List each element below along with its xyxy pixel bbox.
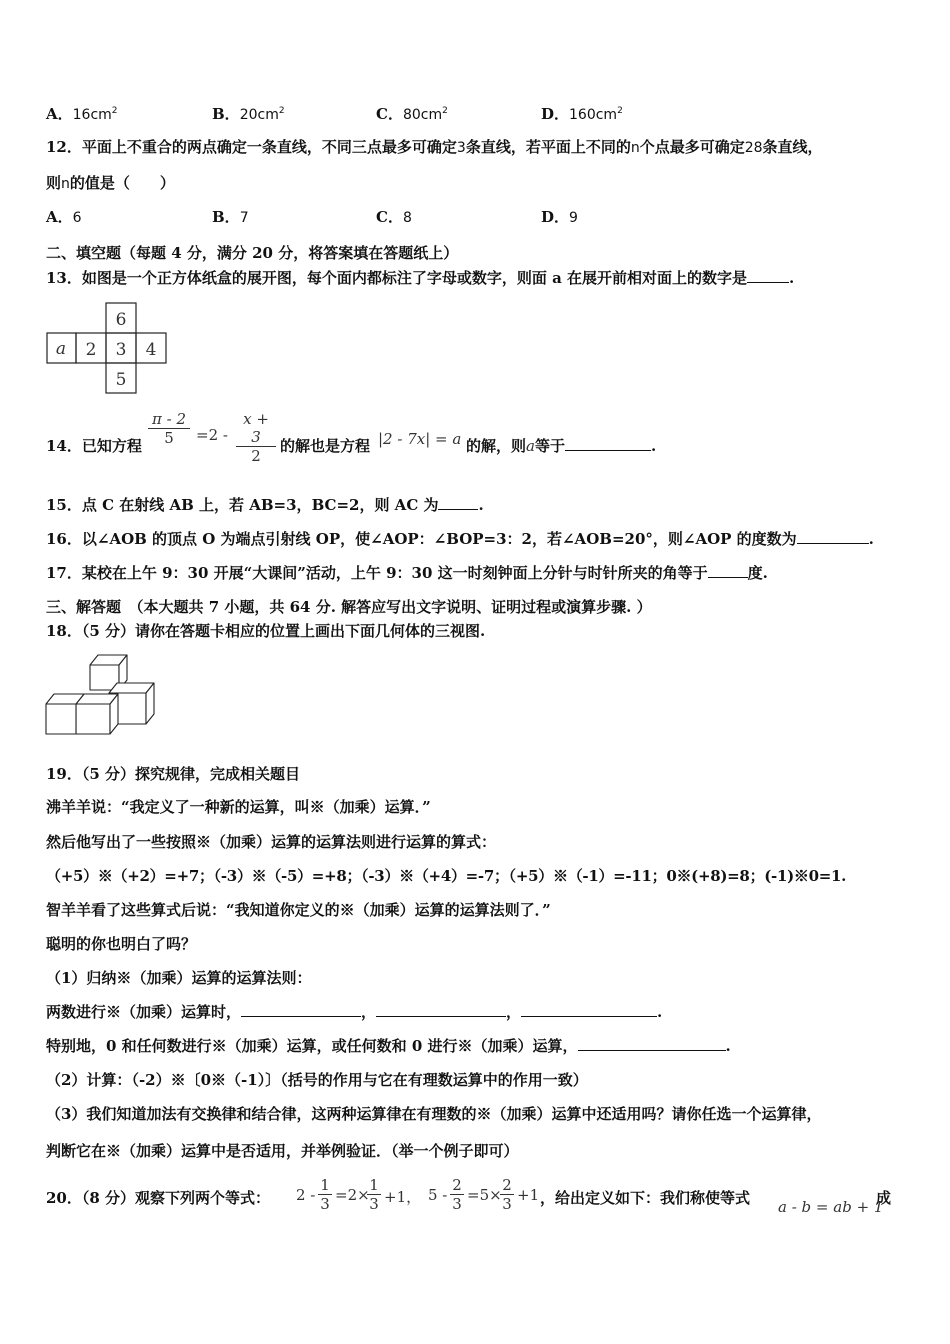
section-2-heading: 二、填空题（每题 4 分，满分 20 分，将答案填在答题纸上） [46, 244, 459, 262]
front-middle-cube [76, 694, 118, 734]
answer-blank-3 [521, 1002, 657, 1017]
option-letter: A． [46, 105, 73, 123]
text: 则 [46, 174, 62, 192]
q20-frac-2 [367, 1176, 381, 1213]
denominator: 3 [369, 1195, 379, 1213]
q14-abs-equation: |2 - 7x| = a [378, 430, 462, 448]
option-letter: B． [212, 105, 240, 123]
numerator: 2 [450, 1176, 464, 1195]
q20-definition-equation: a - b = ab + 1 [778, 1198, 884, 1216]
q20-prefix: 20．（8 分）观察下列两个等式： [46, 1189, 271, 1207]
q20-eq2-part-b: =5× [467, 1186, 502, 1204]
text: 13．如图是一个正方体纸盒的展开图，每个面内都标注了字母或数字，则面 a 在展开前相对面上的数字是 [46, 269, 748, 287]
q20-frac-3 [450, 1176, 464, 1213]
option-letter: B． [212, 208, 240, 226]
q12-line-2 [46, 173, 175, 194]
net-label-5: 5 [115, 370, 127, 390]
option-value: 20cm [239, 107, 279, 123]
net-label-3: 3 [115, 340, 127, 360]
text: ， [361, 1003, 377, 1021]
text: . [789, 269, 795, 287]
answer-blank [565, 436, 651, 451]
q14-equals: =2 - [196, 426, 228, 444]
text: 条直线， [762, 138, 823, 156]
q14-prefix: 14．已知方程 [46, 437, 142, 455]
denominator: 3 [502, 1195, 512, 1213]
q18-text: 18．（5 分）请你在答题卡相应的位置上画出下面几何体的三视图. [46, 622, 486, 640]
text: . [868, 530, 874, 548]
q20-eq1-part-c: +1， [384, 1188, 422, 1206]
q20-eq2-part-a: 5 - [428, 1186, 448, 1204]
answer-blank [578, 1036, 726, 1051]
option-value: 9 [569, 210, 578, 226]
q11-option-a [46, 101, 118, 125]
answer-blank [438, 495, 478, 510]
option-letter: A． [46, 208, 73, 226]
q14-fraction-1 [148, 410, 190, 447]
q12-option-d [541, 207, 578, 228]
q19-part-2: （2）计算：（-2）※〔0※（-1）〕（括号的作用与它在有理数运算中的作用一致） [46, 1071, 588, 1089]
text: 条直线，若平面上不同的 [465, 138, 631, 156]
numerator: 1 [318, 1176, 332, 1195]
numerator: 1 [367, 1176, 381, 1195]
q17-text [46, 563, 768, 583]
superscript: 2 [111, 106, 118, 116]
text: 个点最多可确定 [639, 138, 745, 156]
text: 17．某校在上午 9：30 开展“大课间”活动，上午 9：30 这一时刻钟面上分针与时针所夹的角等于 [46, 564, 708, 582]
text: . [478, 496, 484, 514]
option-letter: C． [376, 208, 403, 226]
net-label-6: 6 [115, 310, 127, 330]
q20-text-b: ，给出定义如下：我们称使等式 [540, 1189, 751, 1207]
section-3-heading: 三、解答题 （本大题共 7 小题，共 64 分. 解答应写出文字说明、证明过程或演算步骤. ） [46, 598, 652, 616]
option-value: 80cm [402, 107, 443, 123]
numerator: 2 [500, 1176, 514, 1195]
q14-text-c [466, 436, 656, 456]
option-letter: C． [376, 105, 403, 123]
q12-option-c [376, 207, 412, 228]
answer-blank [747, 268, 789, 283]
cubes-3d-figure [44, 652, 158, 736]
q12-option-b [212, 207, 249, 228]
net-label-a: a [55, 339, 67, 359]
option-value: 16cm [72, 107, 112, 123]
denominator: 2 [251, 447, 261, 465]
q19-part-3-cont: 判断它在※（加乘）运算中是否适用，并举例验证．（举一个例子即可） [46, 1142, 519, 1160]
text: 等于 [534, 437, 565, 455]
answer-blank-2 [376, 1002, 506, 1017]
denominator: 5 [164, 429, 174, 447]
text: . [725, 1037, 731, 1055]
option-value: 7 [239, 210, 249, 226]
q19-title: 19．（5 分）探究规律，完成相关题目 [46, 765, 301, 783]
option-value: 8 [402, 210, 412, 226]
q13-text [46, 268, 794, 288]
superscript: 2 [617, 106, 623, 116]
answer-blank [708, 563, 748, 578]
q11-option-d [541, 101, 623, 125]
option-letter: D． [541, 105, 570, 123]
q14-fraction-2 [236, 410, 276, 465]
q19-line-6: 聪明的你也明白了吗？ [46, 935, 197, 953]
text: 度. [747, 564, 768, 582]
net-label-4: 4 [145, 340, 157, 360]
answer-blank-1 [241, 1002, 361, 1017]
numerator: x + 3 [236, 410, 276, 447]
text: . [650, 437, 657, 455]
q19-part-3: （3）我们知道加法有交换律和结合律，这两种运算律在有理数的※（加乘）运算中还适用吗？请你任选一个运算律， [46, 1105, 822, 1123]
option-letter: D． [541, 208, 570, 226]
numerator: π - 2 [148, 410, 190, 429]
q20-eq1-part-b: =2× [335, 1186, 370, 1204]
q11-option-c [376, 101, 448, 125]
superscript: 2 [278, 106, 285, 116]
q12-option-a [46, 207, 82, 228]
q20-eq2-part-c: +1 [517, 1186, 540, 1204]
q14-text-b: 的解也是方程 [280, 437, 371, 455]
q20-eq1-part-a: 2 - [296, 1186, 316, 1204]
option-value: 160cm [569, 107, 618, 123]
text: 12．平面上不重合的两点确定一条直线，不同三点最多可确定 [46, 138, 457, 156]
q12-line-1 [46, 137, 823, 158]
q16-text [46, 529, 874, 549]
superscript: 2 [442, 106, 448, 116]
text: ， [506, 1003, 522, 1021]
q19-line-5: 智羊羊看了这些算式后说：“我知道你定义的※（加乘）运算的运算法则了．” [46, 901, 551, 919]
text: 两数进行※（加乘）运算时， [46, 1003, 242, 1021]
variable: n [61, 176, 70, 192]
text: . [657, 1003, 663, 1021]
q20-end: 成 [876, 1189, 892, 1207]
net-label-2: 2 [85, 340, 97, 360]
q19-line-3: 然后他写出了一些按照※（加乘）运算的运算法则进行运算的算式： [46, 833, 497, 851]
option-value: 6 [72, 210, 82, 226]
q19-part-1: （1）归纳※（加乘）运算的运算法则： [46, 969, 312, 987]
text: 的值是（ ） [69, 174, 175, 192]
text: 的解，则 [466, 437, 527, 455]
answer-blank [797, 529, 869, 544]
number: 28 [744, 140, 763, 156]
cube-net-figure [46, 302, 168, 394]
text: 16．以∠AOB 的顶点 O 为端点引射线 OP，使∠AOP：∠BOP=3：2，若∠AOB=20°，则∠AOP 的度数为 [46, 530, 797, 548]
denominator: 3 [320, 1195, 330, 1213]
variable: n [630, 140, 640, 156]
q20-frac-4 [500, 1176, 514, 1213]
q15-text [46, 495, 484, 515]
q11-option-b [212, 101, 285, 125]
q19-rule-line [46, 1002, 662, 1022]
q19-examples: （+5）※（+2）=+7；（-3）※（-5）=+8；（-3）※（+4）=-7；（+5）※（-1）=-11；0※(+8)=8；(-1)※0=1. [46, 867, 847, 885]
number: 3 [456, 140, 466, 156]
q19-line-2: 沸羊羊说：“我定义了一种新的运算，叫※（加乘）运算．” [46, 798, 431, 816]
text: 特别地，0 和任何数进行※（加乘）运算，或任何数和 0 进行※（加乘）运算， [46, 1037, 578, 1055]
q20-frac-1 [318, 1176, 332, 1213]
text: 15．点 C 在射线 AB 上，若 AB=3，BC=2，则 AC 为 [46, 496, 439, 514]
q19-special-line [46, 1036, 731, 1056]
denominator: 3 [452, 1195, 462, 1213]
variable: a [526, 437, 535, 455]
